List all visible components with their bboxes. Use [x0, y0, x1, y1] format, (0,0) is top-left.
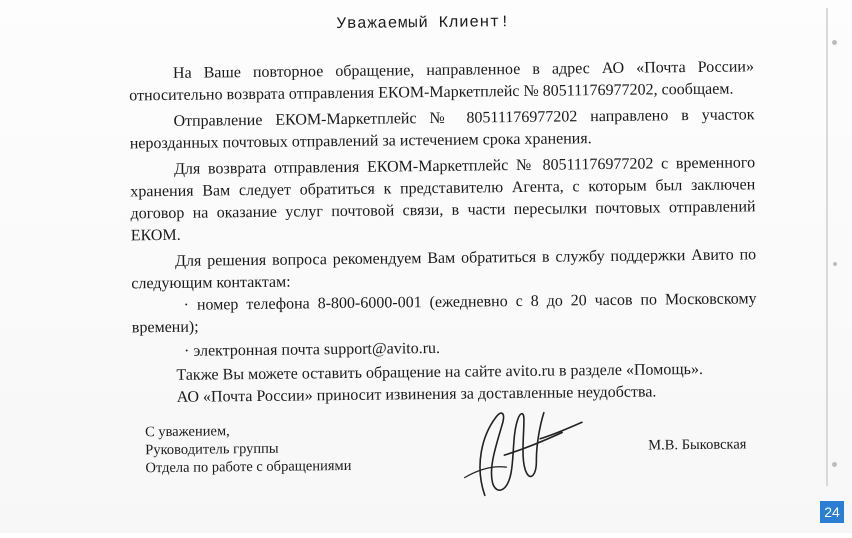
paragraph-apology: АО «Почта России» приносит извинения за доставленные неудобства. [176, 383, 657, 406]
letter-title: Уважаемый Клиент! [336, 13, 511, 34]
paragraph-status: Отправление ЕКОМ-Маркетплейс № 80511176977202 направлено в участок нерозданных почтовых отправлений за истечением срока хранения. [129, 106, 755, 153]
paragraph-support: Для решения вопроса рекомендуем Вам обратиться в службу поддержки Авито по следующим контактам: [131, 246, 757, 293]
page-number-badge: 24 [820, 501, 844, 523]
signatory-name: М.В. Быковская [648, 436, 747, 454]
signoff-position: Руководитель группы [145, 440, 279, 459]
signoff-department: Отдела по работе с обращениями [145, 457, 352, 477]
handwritten-signature [444, 394, 595, 506]
paragraph-website: Также Вы можете оставить обращение на сайте avito.ru в разделе «Помощь». [176, 360, 703, 384]
signoff-regards: С уважением, [144, 423, 230, 441]
contact-phone: · номер телефона 8-800-6000-001 (ежедневно с 8 до 20 часов по Московскому времени); [131, 290, 757, 337]
signoff-block [145, 421, 352, 477]
letter-body [129, 56, 758, 409]
paragraph-intro: На Ваше повторное обращение, направленное в адрес АО «Почта России» относительно возврата отправления ЕКОМ-Маркетплейс № 80511176977202, сообщаем. [129, 58, 755, 105]
contact-email: · электронная почта support@avito.ru. [184, 339, 441, 360]
paragraph-return: Для возврата отправления ЕКОМ-Маркетплейс № 80511176977202 с временного хранения Вам следует обратиться к представителю Агента, с которым был заключен договор на оказание услуг почтовой связи, в части пересылки почтовых отправлений ЕКОМ. [130, 154, 756, 245]
